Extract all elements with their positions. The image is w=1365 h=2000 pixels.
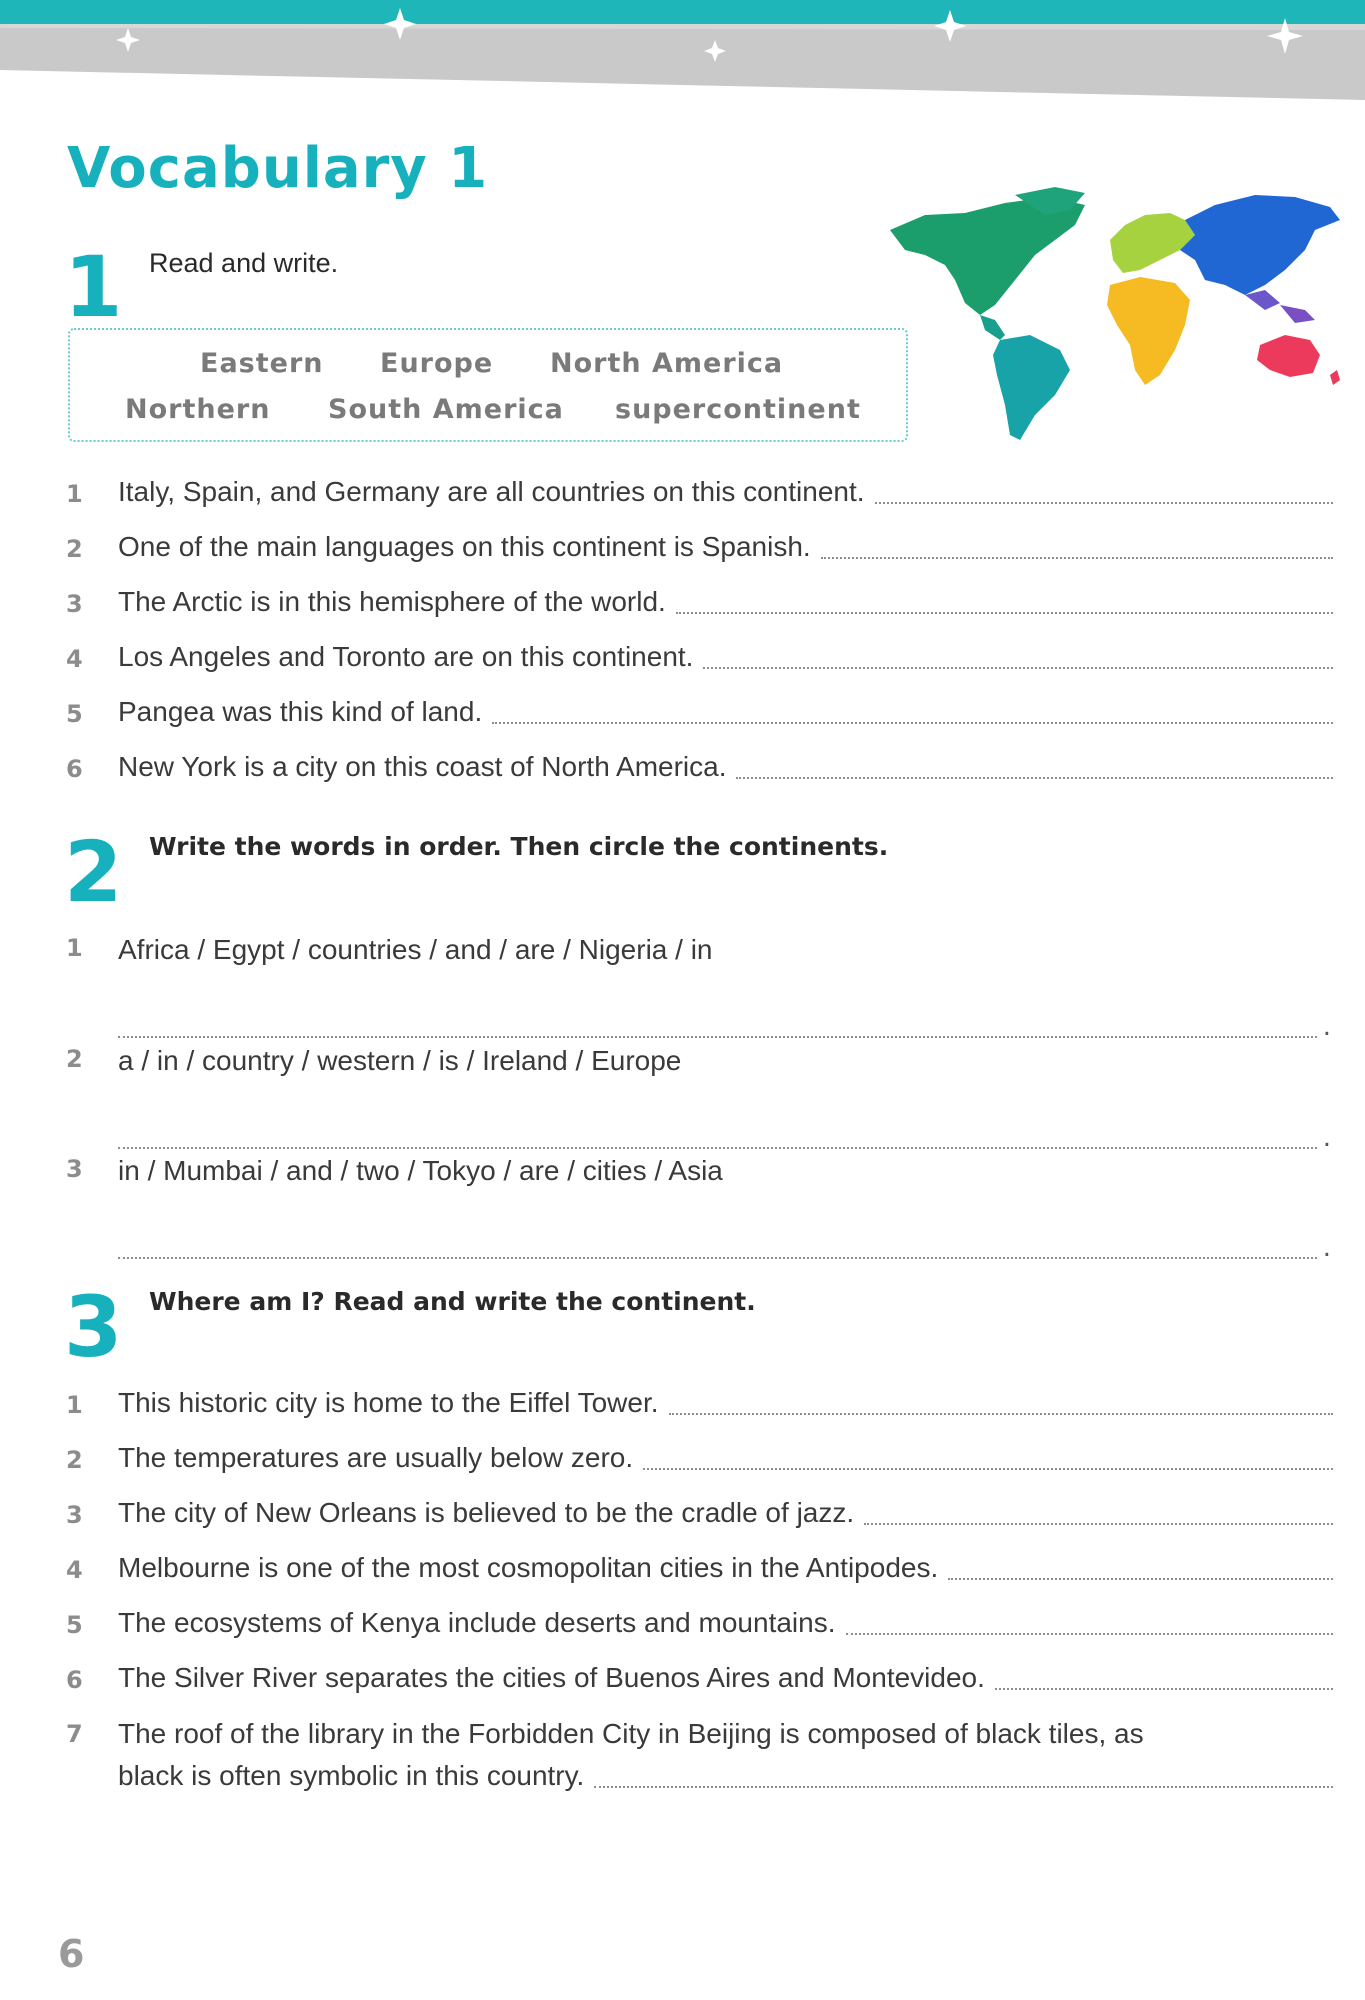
exercise-2-item bbox=[66, 1155, 1331, 1263]
exercise-1-item bbox=[66, 476, 1333, 508]
answer-line[interactable] bbox=[492, 722, 1333, 724]
item-number: 1 bbox=[66, 934, 83, 962]
item-text: The city of New Orleans is believed to be the cradle of jazz. bbox=[118, 1497, 855, 1528]
item-text: Melbourne is one of the most cosmopolitan cities in the Antipodes. bbox=[118, 1552, 939, 1583]
item-text: The Silver River separates the cities of Buenos Aires and Montevideo. bbox=[118, 1662, 985, 1693]
exercise-1-item bbox=[66, 751, 1333, 783]
answer-line[interactable] bbox=[948, 1578, 1333, 1580]
exercise-1-number: 1 bbox=[64, 238, 123, 336]
item-text: Africa / Egypt / countries / and / are / Nigeria / in bbox=[118, 934, 713, 965]
item-text: One of the main languages on this continent is Spanish. bbox=[118, 531, 811, 562]
answer-line[interactable] bbox=[118, 1229, 1331, 1263]
answer-line[interactable] bbox=[846, 1633, 1334, 1635]
answer-line[interactable] bbox=[864, 1523, 1333, 1525]
item-text: a / in / country / western / is / Ireland / Europe bbox=[118, 1045, 682, 1076]
item-text: The Arctic is in this hemisphere of the world. bbox=[118, 586, 666, 617]
answer-line[interactable] bbox=[995, 1688, 1333, 1690]
item-text: The ecosystems of Kenya include deserts and mountains. bbox=[118, 1607, 836, 1638]
item-number: 1 bbox=[66, 480, 83, 508]
answer-line[interactable] bbox=[118, 1008, 1331, 1042]
word-bank-item: North America bbox=[550, 348, 784, 379]
word-bank-item: Europe bbox=[380, 348, 494, 379]
exercise-3-instruction: Where am I? Read and write the continent. bbox=[149, 1287, 756, 1316]
exercise-3-number: 3 bbox=[64, 1278, 123, 1376]
item-text: Pangea was this kind of land. bbox=[118, 696, 483, 727]
exercise-3-item bbox=[66, 1497, 1333, 1529]
exercise-3-item bbox=[66, 1607, 1333, 1639]
item-number: 3 bbox=[66, 1155, 83, 1183]
end-period: . bbox=[1322, 1123, 1331, 1153]
item-number: 7 bbox=[66, 1720, 83, 1748]
exercise-2-item bbox=[66, 1045, 1331, 1153]
exercise-3-item bbox=[66, 1552, 1333, 1584]
answer-line[interactable] bbox=[594, 1786, 1333, 1788]
exercise-2-instruction: Write the words in order. Then circle the continents. bbox=[149, 832, 889, 861]
exercise-3-item bbox=[66, 1662, 1333, 1694]
item-text: Italy, Spain, and Germany are all countries on this continent. bbox=[118, 476, 865, 507]
exercise-3-item bbox=[66, 1442, 1333, 1474]
word-bank bbox=[68, 328, 908, 442]
item-number: 4 bbox=[66, 645, 83, 673]
word-bank-item: South America bbox=[328, 394, 564, 425]
word-bank-item: supercontinent bbox=[615, 394, 861, 425]
word-bank-item: Northern bbox=[125, 394, 271, 425]
answer-line[interactable] bbox=[669, 1413, 1333, 1415]
item-number: 2 bbox=[66, 1446, 83, 1474]
answer-line[interactable] bbox=[821, 557, 1333, 559]
exercise-1-instruction: Read and write. bbox=[149, 248, 339, 278]
exercise-3-item bbox=[66, 1387, 1333, 1419]
answer-line[interactable] bbox=[703, 667, 1333, 669]
item-number: 6 bbox=[66, 755, 83, 783]
world-map-icon bbox=[885, 185, 1345, 445]
item-number: 1 bbox=[66, 1391, 83, 1419]
item-number: 5 bbox=[66, 700, 83, 728]
item-number: 6 bbox=[66, 1666, 83, 1694]
header-band bbox=[0, 0, 1365, 100]
item-text: This historic city is home to the Eiffel Tower. bbox=[118, 1387, 659, 1418]
answer-line[interactable] bbox=[676, 612, 1333, 614]
word-bank-item: Eastern bbox=[200, 348, 324, 379]
answer-line[interactable] bbox=[643, 1468, 1333, 1470]
page-number: 6 bbox=[58, 1932, 85, 1976]
item-text: Los Angeles and Toronto are on this continent. bbox=[118, 641, 694, 672]
item-number: 5 bbox=[66, 1611, 83, 1639]
item-text: The temperatures are usually below zero. bbox=[118, 1442, 634, 1473]
end-period: . bbox=[1322, 1012, 1331, 1042]
exercise-1-item bbox=[66, 641, 1333, 673]
item-number: 4 bbox=[66, 1556, 83, 1584]
exercise-1-item bbox=[66, 531, 1333, 563]
end-period: . bbox=[1322, 1233, 1331, 1263]
item-text: New York is a city on this coast of North America. bbox=[118, 751, 727, 782]
item-text: in / Mumbai / and / two / Tokyo / are / cities / Asia bbox=[118, 1155, 723, 1186]
page-title: Vocabulary 1 bbox=[67, 136, 489, 201]
item-number: 2 bbox=[66, 1045, 83, 1073]
exercise-1-item bbox=[66, 696, 1333, 728]
exercise-2-number: 2 bbox=[64, 823, 123, 921]
item-number: 3 bbox=[66, 1501, 83, 1529]
answer-line[interactable] bbox=[118, 1119, 1331, 1153]
item-number: 2 bbox=[66, 535, 83, 563]
exercise-2-item bbox=[66, 934, 1331, 1042]
item-text: black is often symbolic in this country. bbox=[118, 1760, 585, 1791]
answer-line[interactable] bbox=[875, 502, 1333, 504]
item-text: The roof of the library in the Forbidden City in Beijing is composed of black tiles, as bbox=[118, 1718, 1144, 1749]
item-number: 3 bbox=[66, 590, 83, 618]
answer-line[interactable] bbox=[736, 777, 1333, 779]
exercise-1-item bbox=[66, 586, 1333, 618]
